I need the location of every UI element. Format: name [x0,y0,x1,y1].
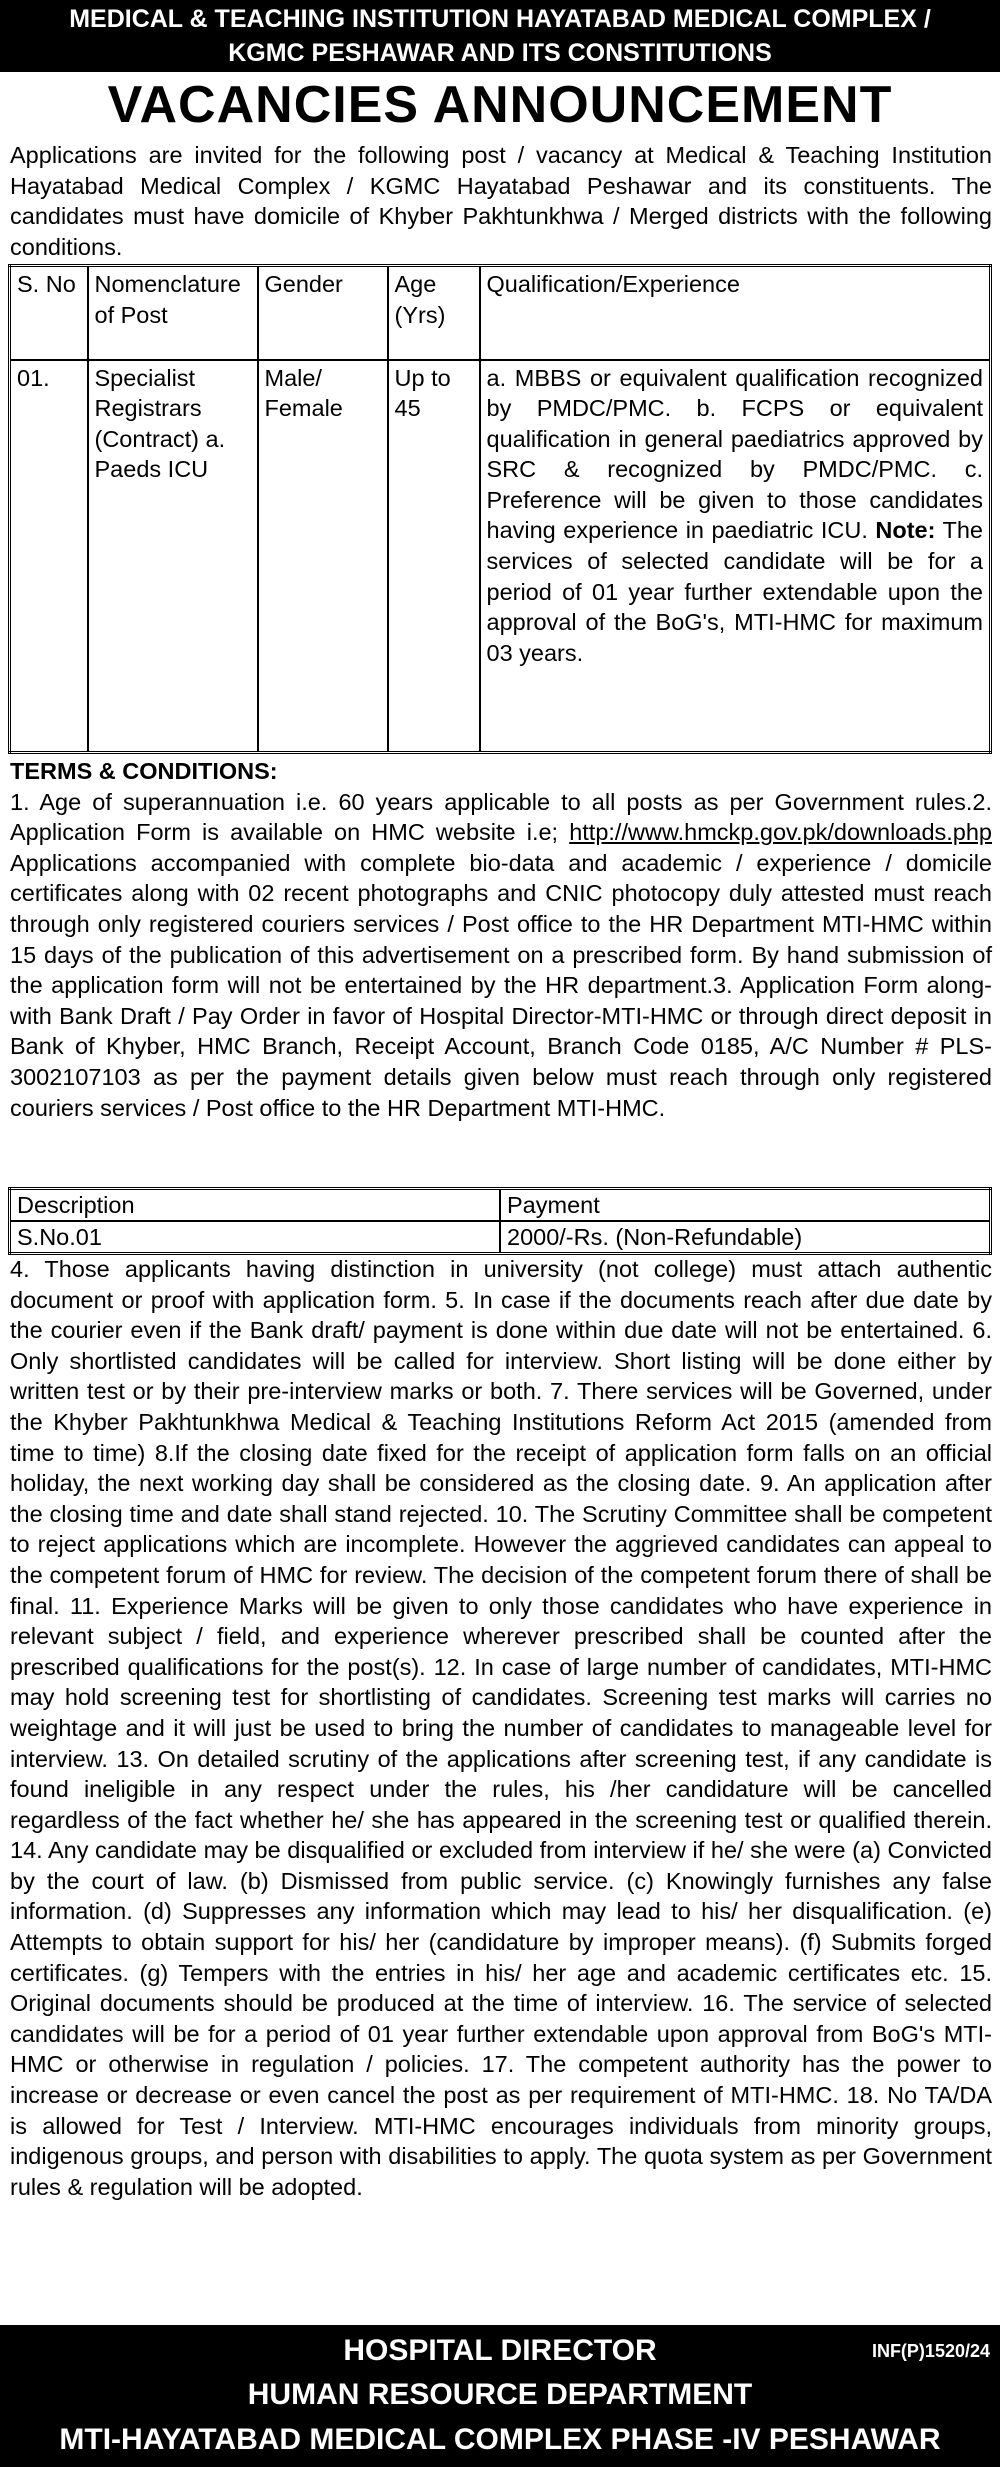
footer-banner [0,2325,1000,2467]
qualification-text: a. MBBS or equivalent qualification recognized by PMDC/PMC. b. FCPS or equivalent qualification in general paediatrics approved by SRC & recognized by PMDC/PMC. c. Preference will be given to those candidates having experience in paediatric ICU. [486,364,983,544]
terms-part-1: 1. Age of superannuation i.e. 60 years applicable to all posts as per Government rules.2. Application Form is available on HMC website i.e; [10,788,992,846]
vacancy-table-header-row [10,266,991,360]
terms-continued: 4. Those applicants having distinction in university (not college) must attach authentic document or proof with application form. 5. In case if the documents reach after due date by the courier even if the Bank draft/ payment is done within due date will not be entertained. 6. Only shortlisted candidates will be called for interview. Short listing will be done either by written test or by their pre-interview marks or both. 7. There services will be Governed, under the Khyber Pakhtunkhwa Medical & Teaching Institutions Reform Act 2015 (amended from time to time) 8.If the closing date fixed for the receipt of application form falls on an official holiday, the next working day shall be considered as the closing date. 9. An application after the closing time and date shall stand rejected. 10. The Scrutiny Committee shall be competent to reject applications which are incomplete. However the aggrieved candidates can appeal to the competent forum of HMC for review. The decision of the competent forum there of shall be final. 11. Experience Marks will be given to only those candidates who have experience in relevant subject / field, and experience wherever prescribed shall be counted after the prescribed qualifications for the post(s). 12. In case of large number of candidates, MTI-HMC may hold screening test for shortlisting of candidates. Screening test marks will carries no weightage and it will just be used to bring the number of candidates to manageable level for interview. 13. On detailed scrutiny of the applications after screening test, if any candidate is found ineligible in any respect under the rules, his /her candidature will be cancelled regardless of the fact whether he/ she has appeared in the screening test or qualified therein. 14. Any candidate may be disqualified or excluded from interview if he/ she were (a) Convicted by the court of law. (b) Dismissed from public service. (c) Knowingly furnishes any false information. (d) Suppresses any information which may lead to his/ her disqualification. (e) Attempts to obtain support for his/ her (candidature by improper means). (f) Submits forged certificates. (g) Tempers with the entries in his/ her age and academic certificates etc. 15. Original documents should be produced at the time of interview. 16. The service of selected candidates will be for a period of 01 year further extendable upon approval from BoG's MTI-HMC or otherwise in regulation / policies. 17. The competent authority has the power to increase or decrease or even cancel the post as per requirement of MTI-HMC. 18. No TA/DA is allowed for Test / Interview. MTI-HMC encourages individuals from minority groups, indigenous groups, and person with disabilities to apply. The quota system as per Government rules & regulation will be adopted. [10,1256,992,2200]
table-row [10,1221,991,1254]
downloads-link[interactable]: http://www.hmckp.gov.pk/downloads.php [569,819,992,846]
header-banner [0,0,1000,72]
cell-gender: Male/ Female [258,360,388,753]
header-line-2: KGMC PESHAWAR AND ITS CONSTITUTIONS [228,39,772,67]
page-title: VACANCIES ANNOUNCEMENT [107,76,893,134]
cell-qualification [480,360,991,753]
header-age: Age (Yrs) [388,266,480,360]
header-nomenclature: Nomenclature of Post [88,266,258,360]
payment-row-description: S.No.01 [10,1221,501,1254]
payment-header-description: Description [10,1189,501,1222]
header-qualification: Qualification/Experience [480,266,991,360]
terms-part-2: Applications accompanied with complete bio-data and academic / experience / domicile certificates along with 02 recent photographs and CNIC photocopy duly attested must reach through only registered couriers services / Post office to the HR Department MTI-HMC within 15 days of the publication of this advertisement on a prescribed form. By hand submission of the application form will not be entertained by the HR department.3. Application Form along-with Bank Draft / Pay Order in favor of Hospital Director-MTI-HMC or through direct deposit in Bank of Khyber, HMC Branch, Receipt Account, Branch Code 0185, A/C Number # PLS-3002107103 as per the payment details given below must reach through only registered couriers services / Post office to the HR Department MTI-HMC. [10,849,992,1121]
note-label: Note: [875,517,936,544]
note-text: The services of selected candidate will be for a period of 01 year further extendable upon the approval of the BoG's, MTI-HMC for maximum 03 years. [486,517,984,666]
cell-age: Up to 45 [388,360,480,753]
footer-reference-number: INF(P)1520/24 [871,2341,990,2361]
cell-sno: 01. [10,360,88,753]
terms-heading: TERMS & CONDITIONS: [10,758,278,784]
footer-address: MTI-HAYATABAD MEDICAL COMPLEX PHASE -IV PESHAWAR [59,2423,941,2456]
footer-department: HUMAN RESOURCE DEPARTMENT [247,2378,753,2411]
intro-paragraph: Applications are invited for the following post / vacancy at Medical & Teaching Institution Hayatabad Medical Complex / KGMC Hayatabad Peshawar and its constituents. The candidates must have domicile of Khyber Pakhtunkhwa / Merged districts with the following conditions. [10,142,992,260]
header-sno: S. No [10,266,88,360]
terms-section [10,756,992,1123]
vacancy-table [8,264,992,754]
header-line-1: MEDICAL & TEACHING INSTITUTION HAYATABAD MEDICAL COMPLEX / [69,5,931,33]
payment-row-amount: 2000/-Rs. (Non-Refundable) [500,1221,991,1254]
payment-header-row [10,1189,991,1222]
header-gender: Gender [258,266,388,360]
cell-nomenclature: Specialist Registrars (Contract) a. Paeds ICU [88,360,258,753]
payment-table [8,1187,992,1255]
table-row [10,360,991,753]
footer-hospital-director: HOSPITAL DIRECTOR [343,2334,657,2367]
payment-header-payment: Payment [500,1189,991,1222]
